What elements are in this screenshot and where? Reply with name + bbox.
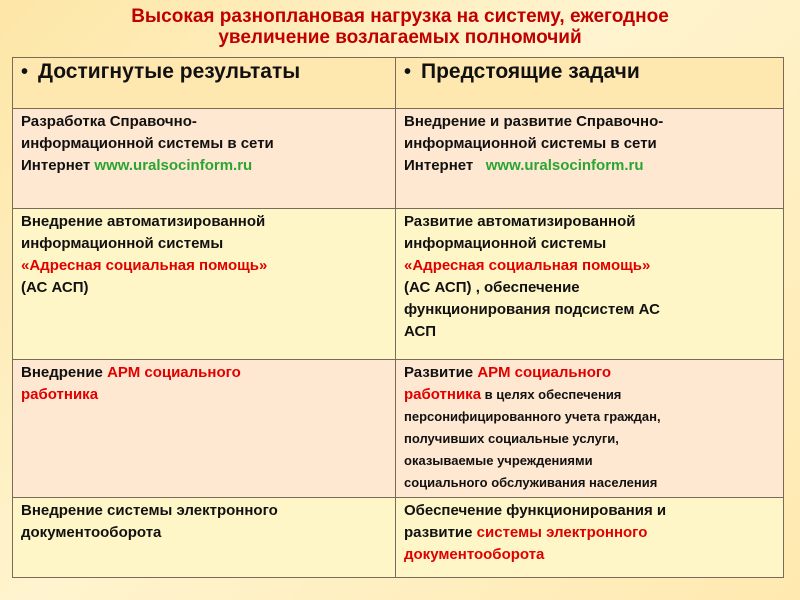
highlighted-text: «Адресная социальная помощь»: [21, 257, 268, 274]
cell-text: информационной системы: [404, 235, 607, 252]
header-achieved-label: Достигнутые результаты: [38, 60, 301, 83]
cell-text: Внедрение и развитие Справочно-: [404, 113, 664, 130]
cell-text: информационной системы в сети: [21, 135, 274, 152]
uralsocinform-link[interactable]: www.uralsocinform.ru: [485, 157, 644, 174]
cell-text: функционирования подсистем АС: [404, 301, 660, 318]
cell-achieved-edms: [13, 498, 396, 578]
table-row: [13, 209, 784, 360]
cell-text: социального обслуживания населения: [404, 475, 658, 490]
cell-upcoming-asp-system: [396, 209, 784, 360]
header-upcoming-tasks: [396, 58, 784, 109]
cell-text: Развитие автоматизированной: [404, 213, 636, 230]
cell-achieved-arm-social-worker: [13, 360, 396, 498]
cell-text: развитие: [404, 524, 477, 541]
cell-achieved-asp-system: [13, 209, 396, 360]
cell-upcoming-arm-social-worker: [396, 360, 784, 498]
table-header-row: [13, 58, 784, 109]
cell-text: АСП: [404, 323, 437, 340]
uralsocinform-link[interactable]: www.uralsocinform.ru: [94, 157, 253, 174]
highlighted-text: «Адресная социальная помощь»: [404, 257, 651, 274]
cell-achieved-reference-system: [13, 109, 396, 209]
cell-text: в целях обеспечения: [481, 387, 622, 402]
cell-text: документооборота: [21, 524, 162, 541]
cell-text: Внедрение автоматизированной: [21, 213, 266, 230]
cell-text: Развитие: [404, 364, 478, 381]
cell-upcoming-reference-system: [396, 109, 784, 209]
highlighted-text: документооборота: [404, 546, 545, 563]
cell-text: (АС АСП): [21, 279, 89, 296]
cell-text: Внедрение системы электронного: [21, 502, 278, 519]
highlighted-text: АРМ социального: [477, 364, 612, 381]
cell-text: Внедрение: [21, 364, 108, 381]
cell-text: Разработка Справочно-: [21, 113, 197, 130]
cell-text: (АС АСП) , обеспечение: [404, 279, 580, 296]
comparison-table: [12, 57, 784, 578]
highlighted-text: работника: [21, 386, 99, 403]
cell-text: Обеспечение функционирования и: [404, 502, 667, 519]
cell-text: информационной системы в сети: [404, 135, 657, 152]
cell-upcoming-edms: [396, 498, 784, 578]
table-row: [13, 109, 784, 209]
bullet-icon: •: [404, 61, 412, 83]
cell-text: оказываемые учреждениями: [404, 453, 593, 468]
cell-text: информационной системы: [21, 235, 224, 252]
bullet-icon: •: [21, 61, 29, 83]
highlighted-text: АРМ социального: [107, 364, 241, 381]
slide-title-line2: увеличение возлагаемых полномочий: [218, 27, 582, 48]
header-upcoming-label: Предстоящие задачи: [421, 60, 640, 83]
slide-title-line1: Высокая разноплановая нагрузка на систему, ежегодное: [131, 6, 669, 27]
highlighted-text: системы электронного: [476, 524, 648, 541]
highlighted-text: работника: [404, 386, 482, 403]
table-row: [13, 360, 784, 498]
cell-text: получивших социальные услуги,: [404, 431, 619, 446]
header-achieved-results: [13, 58, 396, 109]
cell-text: персонифицированного учета граждан,: [404, 409, 661, 424]
cell-text: Интернет: [21, 157, 95, 174]
cell-text: Интернет: [404, 157, 486, 174]
table-row: [13, 498, 784, 578]
slide-title: [20, 6, 780, 54]
